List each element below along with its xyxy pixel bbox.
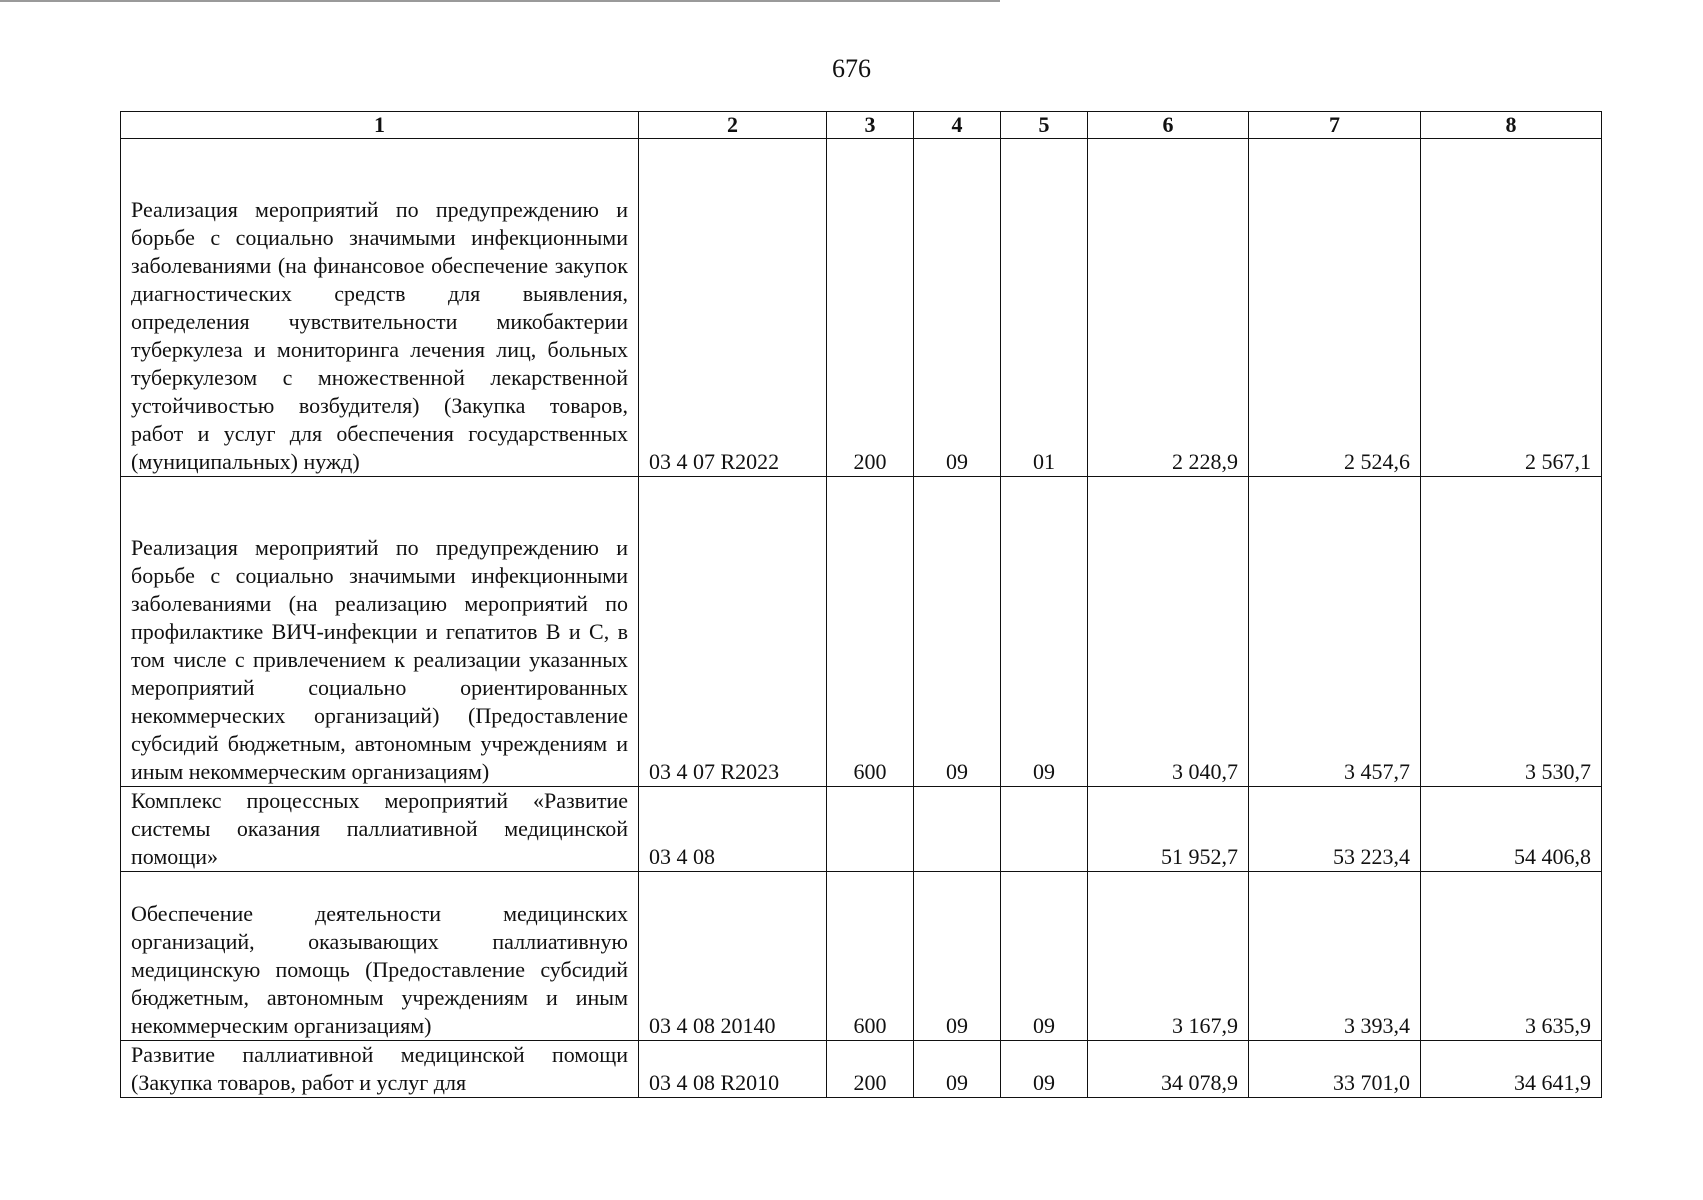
section-code: 09 bbox=[914, 1041, 1001, 1098]
amount-col-7: 3 457,7 bbox=[1249, 477, 1421, 787]
amount-col-7: 53 223,4 bbox=[1249, 787, 1421, 872]
amount-col-6: 3 167,9 bbox=[1088, 872, 1249, 1041]
scan-edge-line bbox=[0, 0, 1000, 2]
table-row bbox=[121, 872, 1602, 1041]
amount-col-7: 33 701,0 bbox=[1249, 1041, 1421, 1098]
amount-col-8: 3 635,9 bbox=[1421, 872, 1602, 1041]
column-header: 2 bbox=[639, 112, 827, 139]
amount-col-6: 51 952,7 bbox=[1088, 787, 1249, 872]
section-code: 09 bbox=[914, 139, 1001, 477]
table-header-row bbox=[121, 112, 1602, 139]
section-code: 09 bbox=[914, 477, 1001, 787]
column-header: 3 bbox=[827, 112, 914, 139]
table-row bbox=[121, 477, 1602, 787]
subsection-code: 09 bbox=[1001, 1041, 1088, 1098]
amount-col-7: 2 524,6 bbox=[1249, 139, 1421, 477]
amount-col-8: 2 567,1 bbox=[1421, 139, 1602, 477]
amount-col-6: 2 228,9 bbox=[1088, 139, 1249, 477]
row-description: Развитие паллиативной медицинской помощи (Закупка товаров, работ и услуг для bbox=[121, 1041, 639, 1098]
subsection-code: 09 bbox=[1001, 872, 1088, 1041]
amount-col-7: 3 393,4 bbox=[1249, 872, 1421, 1041]
amount-col-6: 34 078,9 bbox=[1088, 1041, 1249, 1098]
target-article-code: 03 4 08 R2010 bbox=[639, 1041, 827, 1098]
expense-type-code: 200 bbox=[827, 139, 914, 477]
table-row bbox=[121, 1041, 1602, 1098]
page-number: 676 bbox=[832, 54, 871, 83]
subsection-code: 09 bbox=[1001, 477, 1088, 787]
target-article-code: 03 4 08 bbox=[639, 787, 827, 872]
subsection-code: 01 bbox=[1001, 139, 1088, 477]
table-row bbox=[121, 139, 1602, 477]
expense-type-code: 600 bbox=[827, 477, 914, 787]
amount-col-8: 54 406,8 bbox=[1421, 787, 1602, 872]
column-header: 5 bbox=[1001, 112, 1088, 139]
row-description: Комплекс процессных мероприятий «Развитие системы оказания паллиативной медицинской помощи» bbox=[121, 787, 639, 872]
expense-type-code: 200 bbox=[827, 1041, 914, 1098]
target-article-code: 03 4 07 R2023 bbox=[639, 477, 827, 787]
amount-col-8: 34 641,9 bbox=[1421, 1041, 1602, 1098]
table-row bbox=[121, 787, 1602, 872]
row-description: Реализация мероприятий по предупреждению и борьбе с социально значимыми инфекционными заболеваниями (на финансовое обеспечение закупок диагностических средств для выявления, определения чувствительности микобактерии туберкулеза и мониторинга лечения лиц, больных туберкулезом с множественной лекарственной устойчивостью возбудителя) (Закупка товаров, работ и услуг для обеспечения государственных (муниципальных) нужд) bbox=[121, 139, 639, 477]
row-description: Реализация мероприятий по предупреждению и борьбе с социально значимыми инфекционными заболеваниями (на реализацию мероприятий по профилактике ВИЧ-инфекции и гепатитов B и C, в том числе с привлечением к реализации указанных мероприятий социально ориентированных некоммерческих организаций) (Предоставление субсидий бюджетным, автономным учреждениям и иным некоммерческим организациям) bbox=[121, 477, 639, 787]
expense-type-code bbox=[827, 787, 914, 872]
column-header: 7 bbox=[1249, 112, 1421, 139]
amount-col-6: 3 040,7 bbox=[1088, 477, 1249, 787]
target-article-code: 03 4 08 20140 bbox=[639, 872, 827, 1041]
column-header: 4 bbox=[914, 112, 1001, 139]
row-description: Обеспечение деятельности медицинских организаций, оказывающих паллиативную медицинскую помощь (Предоставление субсидий бюджетным, автономным учреждениям и иным некоммерческим организациям) bbox=[121, 872, 639, 1041]
section-code bbox=[914, 787, 1001, 872]
subsection-code bbox=[1001, 787, 1088, 872]
column-header: 8 bbox=[1421, 112, 1602, 139]
amount-col-8: 3 530,7 bbox=[1421, 477, 1602, 787]
column-header: 1 bbox=[121, 112, 639, 139]
expense-type-code: 600 bbox=[827, 872, 914, 1041]
section-code: 09 bbox=[914, 872, 1001, 1041]
column-header: 6 bbox=[1088, 112, 1249, 139]
target-article-code: 03 4 07 R2022 bbox=[639, 139, 827, 477]
budget-table bbox=[120, 111, 1602, 1098]
